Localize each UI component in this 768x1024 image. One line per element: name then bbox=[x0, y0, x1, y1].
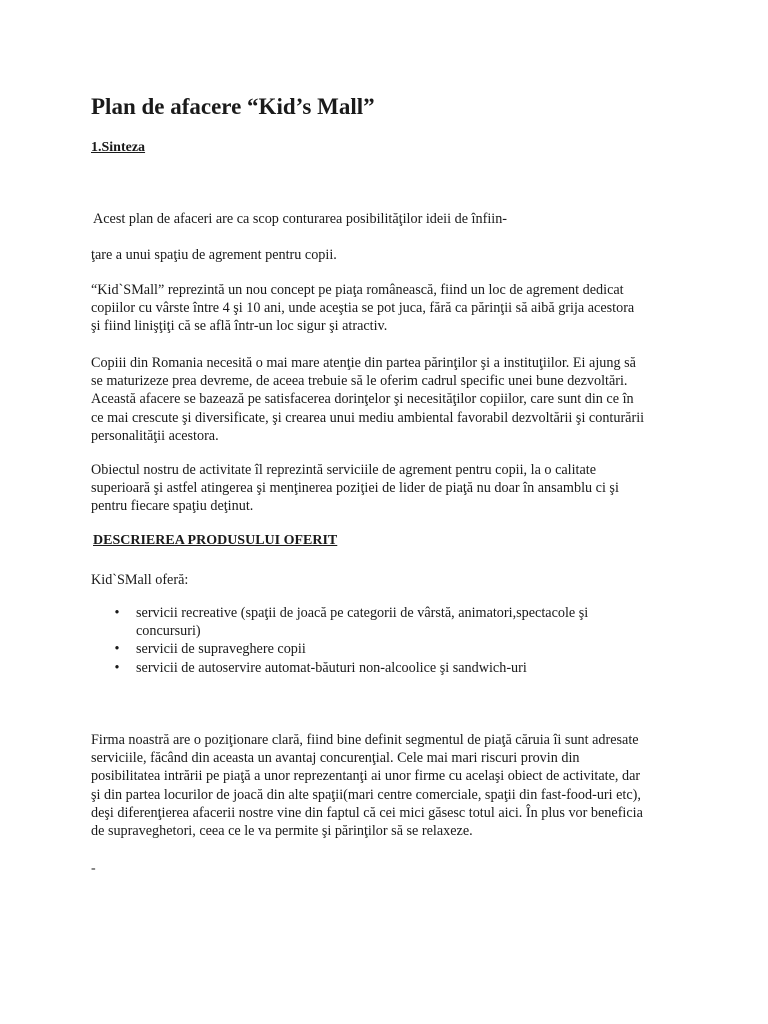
text-line: ce mai crescute şi diversificate, şi crearea unui mediu ambiental favorabil dezvoltării şi conturării bbox=[91, 409, 645, 426]
list-item bbox=[112, 640, 588, 658]
text-line: deşi diferenţierea afacerii nostre vine din faptul că cei mici găsesc totul aici. În plus vor beneficia bbox=[91, 804, 643, 821]
section-heading-sinteza: 1.Sinteza bbox=[91, 140, 146, 155]
text-line: personalităţii acestora. bbox=[91, 427, 219, 444]
list-item bbox=[112, 659, 588, 677]
bullet-icon: • bbox=[114, 641, 120, 658]
document-title: Plan de afacere “Kid’s Mall” bbox=[91, 94, 375, 119]
text-line: servicii de supraveghere copii bbox=[136, 641, 306, 658]
text-line: se maturizeze prea devreme, de aceea trebuie să le oferim cadrul specific unei bune dezvoltări. bbox=[91, 373, 628, 390]
text-line: concursuri) bbox=[136, 623, 201, 640]
text-line: “Kid`SMall” reprezintă un nou concept pe piaţa românească, fiind un loc de agrement dedicat bbox=[91, 282, 624, 298]
paragraph-intro-line2 bbox=[91, 246, 691, 264]
paragraph-firma bbox=[91, 731, 691, 840]
text-line: servicii recreative (spaţii de joacă pe categorii de vârstă, animatori,spectacole şi bbox=[136, 605, 589, 621]
services-list bbox=[112, 604, 588, 677]
text-line: pentru fiecare spaţiu deţinut. bbox=[91, 498, 254, 515]
text-line: copiilor cu vârste între 4 şi 10 ani, unde aceştia se pot juca, fără ca părinţii să aibă grija acestora bbox=[91, 300, 635, 317]
text-line: şi fiind linişţiţi că se află într-un loc sigur şi atractiv. bbox=[91, 318, 388, 335]
text-line: Această afacere se bazează pe satisfacerea dorinţelor şi necesităţilor copiilor, care sunt din ce în bbox=[91, 391, 634, 408]
text-line: Obiectul nostru de activitate îl reprezintă serviciile de agrement pentru copii, la o calitate bbox=[91, 462, 597, 478]
text-line: superioară şi astfel atingerea şi menţinerea poziţiei de lider de piaţă nu doar în ansamblu ci şi bbox=[91, 480, 619, 497]
paragraph-copii bbox=[91, 354, 691, 445]
text-line: ţare a unui spaţiu de agrement pentru copii. bbox=[91, 247, 337, 263]
text-line: serviciile, făcând din aceasta un avantaj concurenţial. Cele mai mari riscuri provin din bbox=[91, 750, 580, 767]
text-line: posibilitatea intrării pe piaţă a unor reprezentanţi ai unor firme cu acelaşi obiect de activitate, dar bbox=[91, 768, 641, 785]
paragraph-ofera-intro bbox=[91, 571, 691, 589]
bullet-icon: • bbox=[114, 605, 120, 621]
bullet-icon: • bbox=[114, 659, 120, 676]
text-line: de supraveghetori, ceea ce le va permite şi părinţilor să se relaxeze. bbox=[91, 823, 473, 840]
list-item bbox=[112, 604, 588, 640]
text-line: servicii de autoservire automat-băuturi non-alcoolice şi sandwich-uri bbox=[136, 659, 527, 676]
text-line: Kid`SMall oferă: bbox=[91, 572, 189, 588]
paragraph-concept bbox=[91, 281, 691, 336]
paragraph-obiectiv bbox=[91, 461, 691, 516]
text-line: Acest plan de afaceri are ca scop conturarea posibilităţilor ideii de înfiin- bbox=[93, 211, 508, 227]
text-line: şi din partea locurilor de joacă din alte spaţii(mari centre comerciale, spaţii din fast-food-uri etc), bbox=[91, 786, 641, 803]
text-line: Copiii din Romania necesită o mai mare atenţie din partea părinţilor şi a instituţiilor. Ei ajung să bbox=[91, 355, 636, 371]
section-heading-descriere: DESCRIEREA PRODUSULUI OFERIT bbox=[93, 533, 338, 548]
trailing-dash: - bbox=[91, 861, 96, 876]
paragraph-intro-line1 bbox=[93, 210, 693, 228]
text-line: Firma noastră are o poziţionare clară, fiind bine definit segmentul de piaţă căruia îi sunt adresate bbox=[91, 732, 639, 748]
